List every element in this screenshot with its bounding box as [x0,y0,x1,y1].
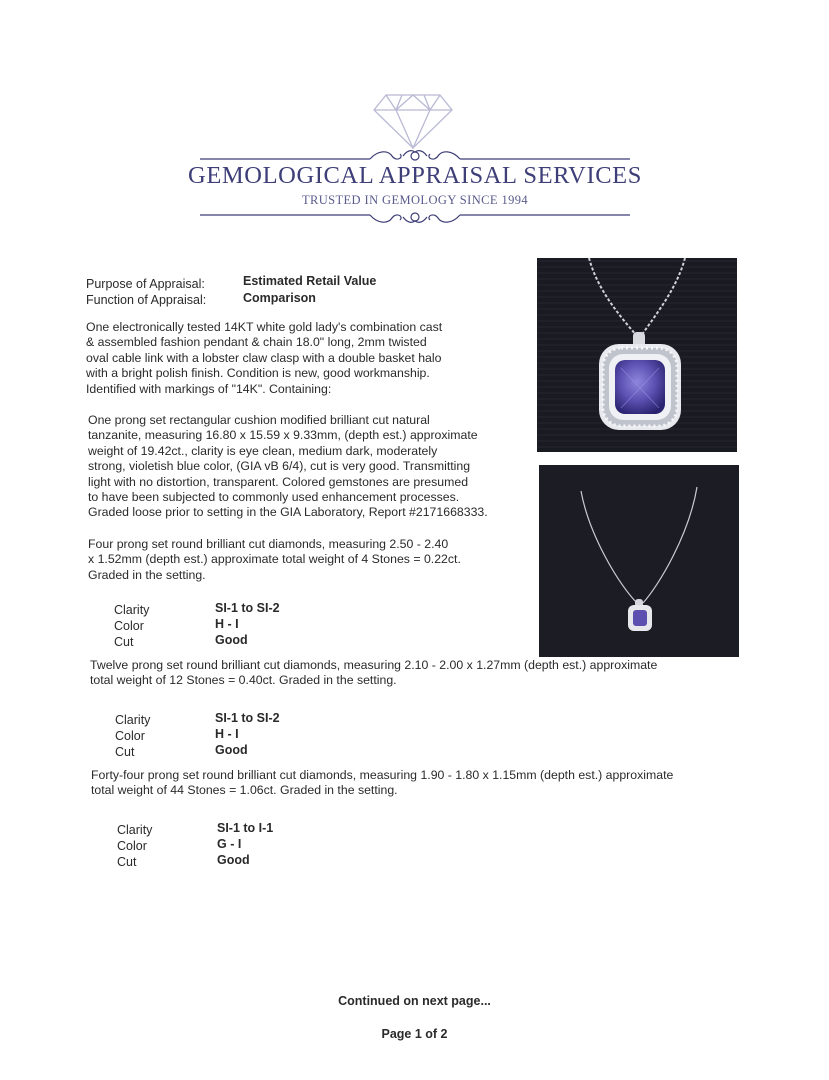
tanzanite-line: light with no distortion, transparent. Colored gemstones are presumed [88,474,469,489]
ornament-divider-bottom [200,206,630,226]
cut-label: Cut [114,635,134,649]
diamond-group-2-specs [115,713,415,761]
tanzanite-line: to have been subjected to commonly used enhancement processes. [88,489,460,504]
pendant-closeup-photo [537,258,737,452]
tanzanite-line: tanzanite, measuring 16.80 x 15.59 x 9.33mm, (depth est.) approximate [88,428,478,443]
description-paragraph [86,320,442,397]
clarity-label: Clarity [114,603,150,617]
diamond-group-line: Four prong set round brilliant cut diamonds, measuring 2.50 - 2.40 [88,537,449,551]
color-label: Color [117,839,147,853]
cut-label: Cut [117,855,137,869]
cut-value: Good [217,853,250,867]
clarity-value: SI-1 to I-1 [217,821,274,835]
description-line: Identified with markings of "14K". Containing: [86,381,332,396]
clarity-value: SI-1 to SI-2 [215,601,280,615]
tanzanite-line: weight of 19.42ct., clarity is eye clean, medium dark, moderately [88,443,438,458]
description-line: with a bright polish finish. Condition is new, good workmanship. [86,366,430,381]
color-value: H - I [215,727,239,741]
cut-value: Good [215,633,248,647]
color-value: H - I [215,617,239,631]
diamond-group-2-paragraph [90,658,657,689]
tanzanite-line: strong, violetish blue color, (GIA vB 6/4), cut is very good. Transmitting [88,459,471,474]
tanzanite-paragraph [88,413,488,521]
necklace-full-image [539,465,739,657]
cut-value: Good [215,743,248,757]
necklace-full-photo [539,465,739,657]
function-value: Comparison [243,291,316,305]
diamond-group-3-specs [117,823,417,871]
color-label: Color [115,729,145,743]
color-value: G - I [217,837,242,851]
color-label: Color [114,619,144,633]
continued-note: Continued on next page... [338,994,491,1008]
purpose-label: Purpose of Appraisal: [86,277,205,291]
diamond-logo-icon [372,92,454,150]
clarity-label: Clarity [117,823,153,837]
tanzanite-line: Graded loose prior to setting in the GIA Laboratory, Report #2171668333. [88,505,488,520]
diamond-group-line: Graded in the setting. [88,567,206,582]
diamond-group-1-paragraph [88,537,461,583]
function-label: Function of Appraisal: [86,293,207,307]
page-number: Page 1 of 2 [381,1027,448,1041]
company-name: GEMOLOGICAL APPRAISAL SERVICES [188,162,642,189]
clarity-label: Clarity [115,713,151,727]
diamond-group-line: Twelve prong set round brilliant cut diamonds, measuring 2.10 - 2.00 x 1.27mm (depth est.) approximate [90,658,658,672]
pendant-closeup-image [537,258,737,452]
diamond-group-3-paragraph [91,768,673,799]
diamond-group-line: total weight of 12 Stones = 0.40ct. Graded in the setting. [90,673,397,688]
diamond-group-line: x 1.52mm (depth est.) approximate total weight of 4 Stones = 0.22ct. [88,552,461,567]
description-line: oval cable link with a lobster claw clasp with a double basket halo [86,350,442,365]
diamond-group-line: total weight of 44 Stones = 1.06ct. Graded in the setting. [91,783,398,798]
tanzanite-line: One prong set rectangular cushion modified brilliant cut natural [88,413,430,427]
cut-label: Cut [115,745,135,759]
company-tagline: TRUSTED IN GEMOLOGY SINCE 1994 [301,193,529,207]
clarity-value: SI-1 to SI-2 [215,711,280,725]
diamond-group-line: Forty-four prong set round brilliant cut diamonds, measuring 1.90 - 1.80 x 1.15mm (depth est.) approximate [91,768,674,782]
diamond-group-1-specs [114,603,414,651]
purpose-value: Estimated Retail Value [243,274,377,288]
description-line: & assembled fashion pendant & chain 18.0" long, 2mm twisted [86,335,427,350]
description-line: One electronically tested 14KT white gold lady's combination cast [86,320,443,334]
